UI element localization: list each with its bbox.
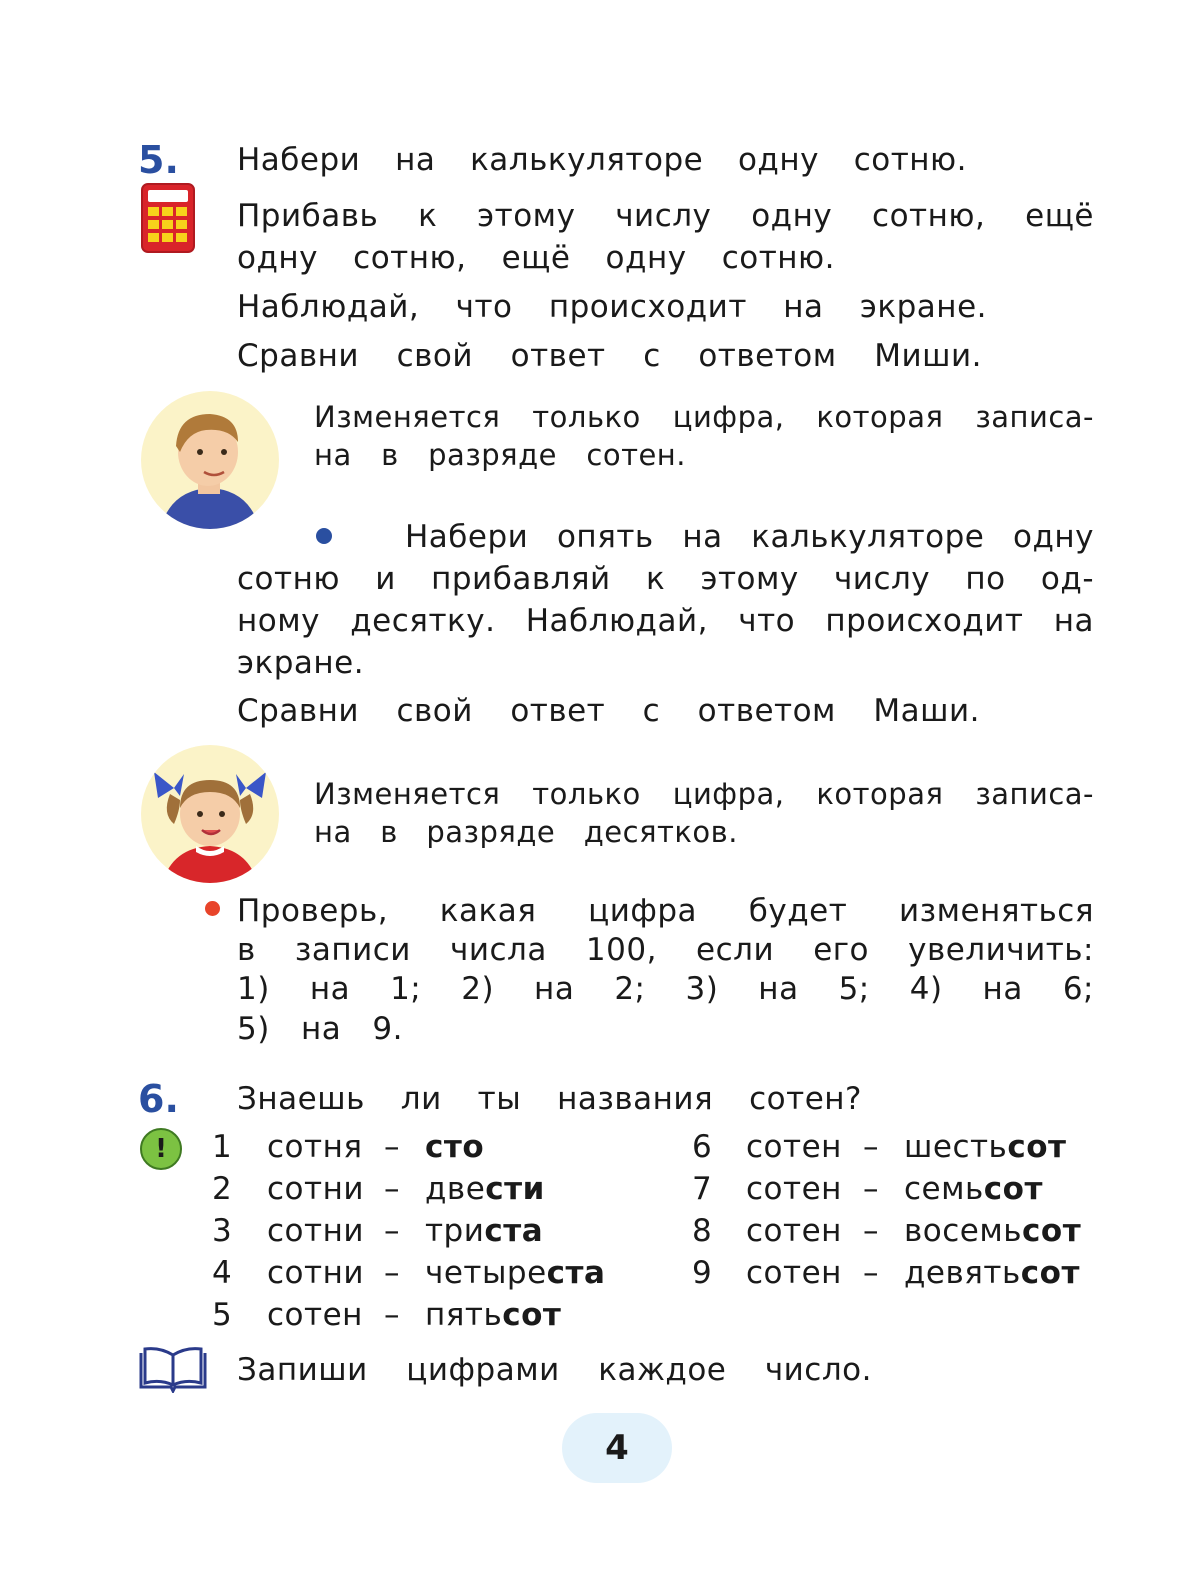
hundreds-row-word: сотня xyxy=(267,1129,363,1165)
page-number: 4 xyxy=(562,1413,672,1483)
hundreds-row-number: 4 xyxy=(212,1255,233,1291)
hundreds-row-dash: – xyxy=(863,1171,879,1207)
hundreds-row-dash: – xyxy=(384,1171,400,1207)
bullet-2-line-1: Проверь, какая цифра будет изменяться xyxy=(237,893,1094,929)
hundreds-row-number: 1 xyxy=(212,1129,233,1165)
hundreds-row-name: сто xyxy=(425,1129,485,1165)
hundreds-row-dash: – xyxy=(384,1129,400,1165)
misha-answer-line-2: на в разряде сотен. xyxy=(314,438,686,472)
hundreds-row-number: 3 xyxy=(212,1213,233,1249)
bullet-red-icon xyxy=(205,901,220,916)
hundreds-row-dash: – xyxy=(384,1297,400,1333)
hundreds-row-word: сотни xyxy=(267,1255,364,1291)
bullet-1-line-4: экране. xyxy=(237,645,365,681)
hundreds-row-name: пятьсот xyxy=(425,1297,562,1333)
calculator-icon xyxy=(140,182,196,258)
hundreds-row-name: девятьсот xyxy=(904,1255,1080,1291)
hundreds-row-dash: – xyxy=(863,1213,879,1249)
hundreds-row-dash: – xyxy=(384,1213,400,1249)
exclamation-icon: ! xyxy=(140,1128,182,1170)
hundreds-row-number: 5 xyxy=(212,1297,233,1333)
hundreds-row-number: 8 xyxy=(692,1213,713,1249)
hundreds-row-word: сотен xyxy=(746,1171,842,1207)
write-task-text: Запиши цифрами каждое число. xyxy=(237,1352,872,1388)
hundreds-row-word: сотни xyxy=(267,1171,364,1207)
hundreds-row-name: восемьсот xyxy=(904,1213,1082,1249)
hundreds-left-list xyxy=(212,1129,632,1349)
bullet-1-line-3: ному десятку. Наблюдай, что происходит на xyxy=(237,603,1094,639)
hundreds-row-dash: – xyxy=(863,1255,879,1291)
hundreds-row-name: семьсот xyxy=(904,1171,1043,1207)
bullet-2-line-4: 5) на 9. xyxy=(237,1011,403,1047)
task-5-line-2b: одну сотню, ещё одну сотню. xyxy=(237,240,835,276)
girl-avatar xyxy=(140,744,280,888)
hundreds-row-name: триста xyxy=(425,1213,544,1249)
task-5-line-1: Набери на калькуляторе одну сотню. xyxy=(237,142,967,178)
task-5-line-4: Сравни свой ответ с ответом Миши. xyxy=(237,338,982,374)
bullet-1-line-5: Сравни свой ответ с ответом Маши. xyxy=(237,693,980,729)
hundreds-row-name: шестьсот xyxy=(904,1129,1067,1165)
masha-answer-line-1: Изменяется только цифра, которая записа- xyxy=(314,777,1094,811)
misha-answer-line-1: Изменяется только цифра, которая записа- xyxy=(314,400,1094,434)
masha-answer-line-2: на в разряде десятков. xyxy=(314,815,738,849)
hundreds-row-number: 2 xyxy=(212,1171,233,1207)
task-5-number: 5. xyxy=(138,138,179,182)
bullet-1-line-1: Набери опять на калькуляторе одну xyxy=(405,519,1094,555)
hundreds-row-dash: – xyxy=(384,1255,400,1291)
hundreds-row-word: сотен xyxy=(746,1129,842,1165)
hundreds-row-name: двести xyxy=(425,1171,545,1207)
hundreds-row-name: четыреста xyxy=(425,1255,606,1291)
task-5-line-3: Наблюдай, что происходит на экране. xyxy=(237,289,987,325)
task-6-title: Знаешь ли ты названия сотен? xyxy=(237,1081,862,1117)
bullet-2-line-2: в записи числа 100, если его увеличить: xyxy=(237,932,1094,968)
boy-avatar xyxy=(140,390,280,534)
hundreds-row-number: 9 xyxy=(692,1255,713,1291)
hundreds-row-dash: – xyxy=(863,1129,879,1165)
task-6-number: 6. xyxy=(138,1077,179,1121)
hundreds-row-word: сотен xyxy=(267,1297,363,1333)
hundreds-row-word: сотен xyxy=(746,1213,842,1249)
hundreds-row-word: сотен xyxy=(746,1255,842,1291)
hundreds-row-number: 6 xyxy=(692,1129,713,1165)
book-icon xyxy=(138,1347,208,1397)
hundreds-right-list xyxy=(692,1129,1102,1309)
hundreds-row-number: 7 xyxy=(692,1171,713,1207)
bullet-1-line-2: сотню и прибавляй к этому числу по од- xyxy=(237,561,1094,597)
hundreds-row-word: сотни xyxy=(267,1213,364,1249)
bullet-2-line-3: 1) на 1; 2) на 2; 3) на 5; 4) на 6; xyxy=(237,971,1094,1007)
task-5-line-2a: Прибавь к этому числу одну сотню, ещё xyxy=(237,198,1094,234)
bullet-blue-icon xyxy=(316,528,332,544)
